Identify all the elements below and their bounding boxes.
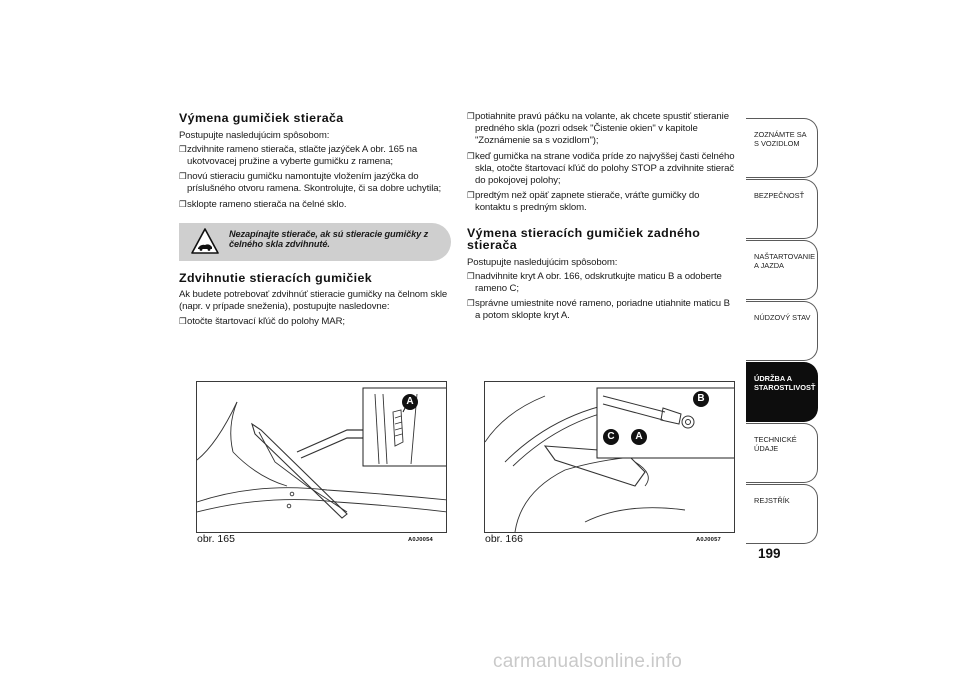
left-column: [179, 112, 451, 330]
figure-code: A0J0054: [408, 537, 433, 543]
figure-code: A0J0057: [696, 537, 721, 543]
list-item: ❒zdvihnite rameno stierača, stlačte jazýček A obr. 165 na ukotvovacej pružine a vyberte gumičku z ramena;: [179, 143, 418, 167]
list-item: ❒novú stieraciu gumičku namontujte vložením jazýčka do príslušného otvoru ramena. Skontrolujte, či sa dobre uchytila;: [179, 171, 442, 195]
checkbox-bullet-icon: ❒: [467, 150, 475, 161]
warning-text: Nezapínajte stierače, ak sú stieracie gumičky z čelného skla zdvihnuté.: [229, 228, 429, 250]
warning-triangle-icon: [191, 228, 219, 255]
figure-caption: obr. 165: [197, 533, 235, 545]
list-item: ❒správne umiestnite nové rameno, poriadne utiahnite maticu B a potom sklopte kryt A.: [467, 298, 730, 322]
callout-label-c: C: [603, 429, 619, 445]
section-intro: Ak budete potrebovať zdvihnúť stieracie gumičky na čelnom skle (napr. v prípade sneženia), postupujte nasledovne:: [179, 289, 448, 313]
tab-get-to-know-vehicle[interactable]: ZOZNÁMTE SA S VOZIDLOM: [746, 118, 818, 178]
list-item: ❒keď gumička na strane vodiča príde zo najvyššej časti čelného skla, otočte štartovací kľúč do polohy STOP a zdvihnite stierač do pokojovej polohy;: [467, 150, 735, 187]
checkbox-bullet-icon: ❒: [467, 270, 475, 281]
figure-166-rear-wiper-illustration: [484, 381, 735, 533]
watermark: carmanualsonline.info: [493, 651, 683, 672]
list-item: ❒nadvihnite kryt A obr. 166, odskrutkujte maticu B a odoberte rameno C;: [467, 270, 722, 295]
right-column: [467, 110, 737, 325]
checkbox-bullet-icon: ❒: [179, 143, 187, 154]
page-number: 199: [758, 546, 781, 561]
checkbox-bullet-icon: ❒: [467, 111, 475, 121]
section-intro: Postupujte nasledujúcim spôsobom:: [467, 256, 618, 268]
list-item: ❒otočte štartovací kľúč do polohy MAR;: [179, 315, 346, 327]
list-item: ❒predtým než opäť zapnete stierače, vráťte gumičky do kontaktu s predným sklom.: [467, 190, 700, 214]
tab-emergency[interactable]: NÚDZOVÝ STAV: [746, 301, 818, 361]
tab-maintenance-and-care[interactable]: ÚDRŽBA A STAROSTLIVOSŤ: [746, 362, 818, 422]
checkbox-bullet-icon: ❒: [179, 315, 187, 326]
section-intro: Postupujte nasledujúcim spôsobom:: [179, 129, 330, 141]
figure-caption: obr. 166: [485, 533, 523, 545]
tab-index[interactable]: REJSTŘÍK: [746, 484, 818, 544]
section-title-lifting-wiper-blades: Zdvihnutie stieracích gumičiek: [179, 270, 373, 285]
section-title-rear-wiper-blade-replacement: Výmena stieracích gumičiek zadného stierača: [467, 225, 701, 253]
callout-label-a: A: [402, 394, 418, 410]
checkbox-bullet-icon: ❒: [467, 190, 475, 201]
callout-label-a: A: [631, 429, 647, 445]
list-item: ❒potiahnite pravú páčku na volante, ak chcete spustiť stieranie predného skla (pozri odsek "Čistenie okien" v kapitole "Zoznámenie sa s vozidlom");: [467, 111, 729, 147]
list-item: ❒sklopte rameno stierača na čelné sklo.: [179, 198, 347, 210]
figure-165-wiper-illustration: [196, 381, 447, 533]
tab-technical-data[interactable]: TECHNICKÉ ÚDAJE: [746, 423, 818, 483]
tab-safety[interactable]: BEZPEČNOSŤ: [746, 179, 818, 239]
section-title-wiper-blade-replacement: Výmena gumičiek stierača: [179, 111, 344, 125]
checkbox-bullet-icon: ❒: [179, 198, 187, 209]
callout-label-b: B: [693, 391, 709, 407]
checkbox-bullet-icon: ❒: [179, 171, 187, 182]
tab-starting-and-driving[interactable]: NAŠTARTOVANIE A JAZDA: [746, 240, 818, 300]
chapter-tabs: [746, 118, 818, 546]
warning-box: [179, 223, 451, 261]
checkbox-bullet-icon: ❒: [467, 298, 475, 309]
